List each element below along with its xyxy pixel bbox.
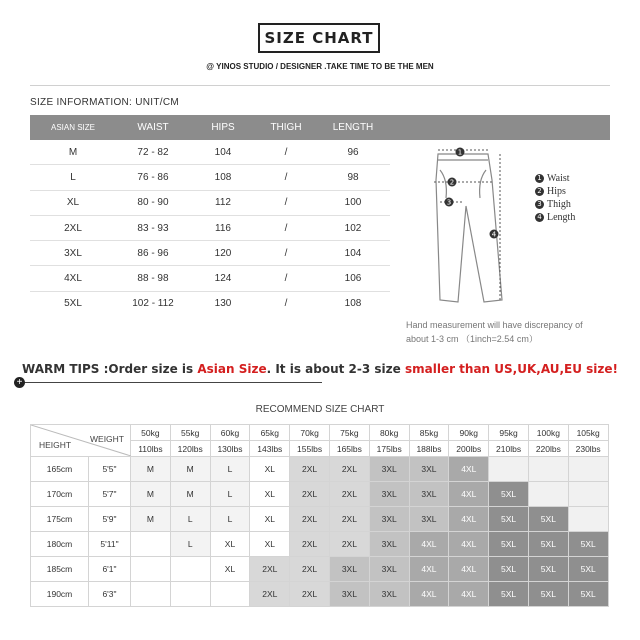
cell-hips: 108 (190, 165, 256, 190)
cell-size: 3XL (30, 241, 116, 266)
recommend-cell: 2XL (290, 457, 330, 482)
cell-waist: 83 - 93 (116, 215, 190, 240)
cell-thigh: / (256, 190, 316, 215)
cell-thigh: / (284, 298, 288, 310)
weight-lbs: 120lbs (170, 441, 210, 457)
recommend-cell: 2XL (290, 482, 330, 507)
cell-hips: 130 (214, 298, 232, 310)
cell-thigh: / (256, 165, 316, 190)
recommend-cell: 2XL (329, 507, 369, 532)
recommend-cell (131, 582, 171, 607)
height-ft: 6'1" (89, 557, 131, 582)
cell-size: 2XL (30, 215, 116, 240)
recommend-cell: 2XL (290, 532, 330, 557)
cell-length: 102 (316, 215, 390, 240)
recommend-cell: 5XL (528, 557, 568, 582)
cell-length: 106 (316, 266, 390, 291)
height-row (31, 482, 609, 507)
corner-header (31, 425, 131, 457)
cell-length: 104 (316, 241, 390, 266)
cell-size: 5XL (64, 298, 82, 310)
recommend-cell: 2XL (290, 507, 330, 532)
weight-label: WEIGHT (90, 434, 124, 444)
recommend-cell: 4XL (449, 532, 489, 557)
legend-label: Thigh (547, 199, 571, 210)
size-chart-title: SIZE CHART (258, 23, 380, 53)
recommend-cell: 5XL (489, 582, 529, 607)
cell-thigh: / (256, 140, 316, 165)
recommend-cell: 2XL (250, 582, 290, 607)
recommend-cell: 4XL (449, 582, 489, 607)
recommend-cell: 2XL (329, 482, 369, 507)
measurement-note: Hand measurement will have discrepancy of about 1-3 cm （1inch=2.54 cm） (406, 320, 583, 344)
weight-lbs: 210lbs (489, 441, 529, 457)
cell-hips: 112 (190, 190, 256, 215)
recommend-cell: L (170, 507, 210, 532)
recommend-cell (568, 457, 608, 482)
diagram-number-1: 1 (457, 148, 463, 157)
recommend-cell: M (170, 482, 210, 507)
weight-kg: 100kg (528, 425, 568, 441)
weight-lbs: 175lbs (369, 441, 409, 457)
recommend-cell: 5XL (568, 532, 608, 557)
cell-size: XL (30, 190, 116, 215)
recommend-cell: 3XL (369, 582, 409, 607)
legend-item (535, 172, 575, 185)
weight-lbs: 188lbs (409, 441, 449, 457)
header-divider (30, 85, 610, 86)
weight-kg: 90kg (449, 425, 489, 441)
header-thigh: THIGH (256, 115, 316, 140)
recommend-cell: 3XL (369, 557, 409, 582)
legend-label: Length (547, 212, 576, 223)
weight-lbs: 110lbs (131, 441, 171, 457)
recommend-cell (528, 482, 568, 507)
recommend-cell: L (170, 532, 210, 557)
legend-number: 3 (535, 200, 544, 209)
tips-part2: . It is about 2-3 size (266, 362, 405, 376)
height-ft: 5'7" (89, 482, 131, 507)
recommend-cell: L (210, 482, 250, 507)
recommend-cell: 3XL (409, 457, 449, 482)
recommend-cell: 5XL (568, 582, 608, 607)
recommend-cell: 5XL (489, 482, 529, 507)
tips-asian-size: Asian Size (197, 362, 267, 376)
legend-item (535, 211, 575, 224)
recommend-cell: XL (210, 557, 250, 582)
weight-kg: 75kg (329, 425, 369, 441)
height-row (31, 582, 609, 607)
cell-waist: 88 - 98 (116, 266, 190, 291)
header-hips: HIPS (190, 115, 256, 140)
recommend-cell: 5XL (568, 557, 608, 582)
cell-hips: 104 (190, 140, 256, 165)
recommend-cell: M (131, 482, 171, 507)
recommend-cell: 2XL (329, 457, 369, 482)
recommend-cell (131, 557, 171, 582)
recommend-cell: 3XL (329, 557, 369, 582)
recommend-cell: 4XL (409, 557, 449, 582)
cell-length: 108 (344, 298, 362, 310)
recommend-cell: 3XL (369, 507, 409, 532)
recommend-cell: 3XL (369, 457, 409, 482)
recommend-cell: 5XL (528, 582, 568, 607)
height-row (31, 507, 609, 532)
diagram-number-2: 2 (449, 178, 455, 187)
legend-number: 1 (535, 174, 544, 183)
height-cm: 175cm (31, 507, 89, 532)
size-table-header (30, 115, 610, 140)
recommend-cell: M (131, 507, 171, 532)
recommend-cell: L (210, 457, 250, 482)
legend-item (535, 185, 575, 198)
recommend-cell (568, 507, 608, 532)
weight-kg: 85kg (409, 425, 449, 441)
plus-icon: + (14, 377, 25, 388)
weight-kg: 55kg (170, 425, 210, 441)
legend-number: 2 (535, 187, 544, 196)
recommend-cell: 5XL (528, 507, 568, 532)
recommend-cell: 2XL (250, 557, 290, 582)
weight-kg: 60kg (210, 425, 250, 441)
recommend-cell: 3XL (329, 582, 369, 607)
cell-waist: 102 - 112 (132, 298, 174, 310)
tips-smaller-than: smaller than US,UK,AU,EU size! (404, 362, 619, 376)
size-information-label: SIZE INFORMATION: UNIT/CM (30, 97, 179, 108)
cell-hips: 120 (190, 241, 256, 266)
height-cm: 185cm (31, 557, 89, 582)
header-asian-size: ASIAN SIZE (30, 115, 116, 140)
recommend-cell: 2XL (329, 532, 369, 557)
recommend-cell: 4XL (449, 507, 489, 532)
cell-waist: 76 - 86 (116, 165, 190, 190)
weight-lbs: 230lbs (568, 441, 608, 457)
legend-item (535, 198, 575, 211)
cell-thigh: / (256, 215, 316, 240)
recommend-cell: 5XL (489, 532, 529, 557)
weight-kg-row (31, 425, 609, 441)
brand-subtitle: @ YINOS STUDIO / DESIGNER .TAKE TIME TO BE THE MEN (206, 62, 434, 71)
legend-label: Waist (547, 173, 570, 184)
header-length: LENGTH (316, 115, 390, 140)
weight-kg: 65kg (250, 425, 290, 441)
height-row (31, 557, 609, 582)
height-ft: 5'9" (89, 507, 131, 532)
recommend-cell: 3XL (369, 532, 409, 557)
legend-label: Hips (547, 186, 566, 197)
weight-lbs: 200lbs (449, 441, 489, 457)
recommend-cell: M (131, 457, 171, 482)
recommend-cell (131, 532, 171, 557)
cell-waist: 80 - 90 (116, 190, 190, 215)
recommend-cell: 5XL (489, 507, 529, 532)
weight-kg: 95kg (489, 425, 529, 441)
tips-underline (22, 382, 322, 383)
weight-lbs: 220lbs (528, 441, 568, 457)
header-waist: WAIST (116, 115, 190, 140)
height-ft: 5'11" (89, 532, 131, 557)
cell-thigh: / (256, 241, 316, 266)
cell-thigh: / (256, 266, 316, 291)
recommend-cell (528, 457, 568, 482)
recommend-cell: 3XL (409, 482, 449, 507)
cell-size: M (30, 140, 116, 165)
weight-kg: 70kg (290, 425, 330, 441)
recommend-cell: M (170, 457, 210, 482)
diagram-number-3: 3 (446, 198, 452, 207)
height-cm: 165cm (31, 457, 89, 482)
recommend-table (30, 424, 609, 607)
recommend-cell (568, 482, 608, 507)
weight-kg: 50kg (131, 425, 171, 441)
cell-waist: 86 - 96 (116, 241, 190, 266)
recommend-cell (170, 557, 210, 582)
height-ft: 5'5" (89, 457, 131, 482)
weight-lbs: 165lbs (329, 441, 369, 457)
height-cm: 190cm (31, 582, 89, 607)
height-label: HEIGHT (39, 440, 72, 450)
recommend-cell: 2XL (290, 582, 330, 607)
recommend-cell: 3XL (369, 482, 409, 507)
height-cm: 170cm (31, 482, 89, 507)
recommend-cell: 3XL (409, 507, 449, 532)
cell-length: 100 (316, 190, 390, 215)
diagram-number-4: 4 (491, 230, 497, 239)
tips-prefix: WARM TIPS : (22, 362, 109, 376)
cell-size: 4XL (30, 266, 116, 291)
recommend-cell: 2XL (290, 557, 330, 582)
header-blank (390, 115, 610, 140)
cell-hips: 124 (190, 266, 256, 291)
tips-part1: Order size is (108, 362, 198, 376)
recommend-cell: 5XL (489, 557, 529, 582)
recommend-cell: 4XL (449, 557, 489, 582)
recommend-cell: 4XL (449, 457, 489, 482)
recommend-title: RECOMMEND SIZE CHART (255, 404, 385, 415)
recommend-cell: XL (210, 532, 250, 557)
cell-size: L (30, 165, 116, 190)
pants-diagram (420, 140, 530, 320)
height-row (31, 532, 609, 557)
weight-kg: 80kg (369, 425, 409, 441)
recommend-cell: XL (250, 532, 290, 557)
cell-waist: 72 - 82 (116, 140, 190, 165)
cell-hips: 116 (190, 215, 256, 240)
legend-number: 4 (535, 213, 544, 222)
recommend-cell: L (210, 507, 250, 532)
weight-lbs: 143lbs (250, 441, 290, 457)
weight-lbs: 130lbs (210, 441, 250, 457)
measurement-legend (535, 172, 575, 224)
recommend-cell: 5XL (528, 532, 568, 557)
recommend-cell: XL (250, 457, 290, 482)
warm-tips (22, 362, 618, 376)
cell-length: 96 (316, 140, 390, 165)
recommend-cell (210, 582, 250, 607)
recommend-cell: 4XL (409, 582, 449, 607)
recommend-cell: XL (250, 482, 290, 507)
height-cm: 180cm (31, 532, 89, 557)
recommend-cell: XL (250, 507, 290, 532)
cell-length: 98 (316, 165, 390, 190)
recommend-cell (489, 457, 529, 482)
height-row (31, 457, 609, 482)
weight-lbs: 155lbs (290, 441, 330, 457)
recommend-cell (170, 582, 210, 607)
weight-kg: 105kg (568, 425, 608, 441)
recommend-cell: 4XL (449, 482, 489, 507)
height-ft: 6'3" (89, 582, 131, 607)
recommend-cell: 4XL (409, 532, 449, 557)
